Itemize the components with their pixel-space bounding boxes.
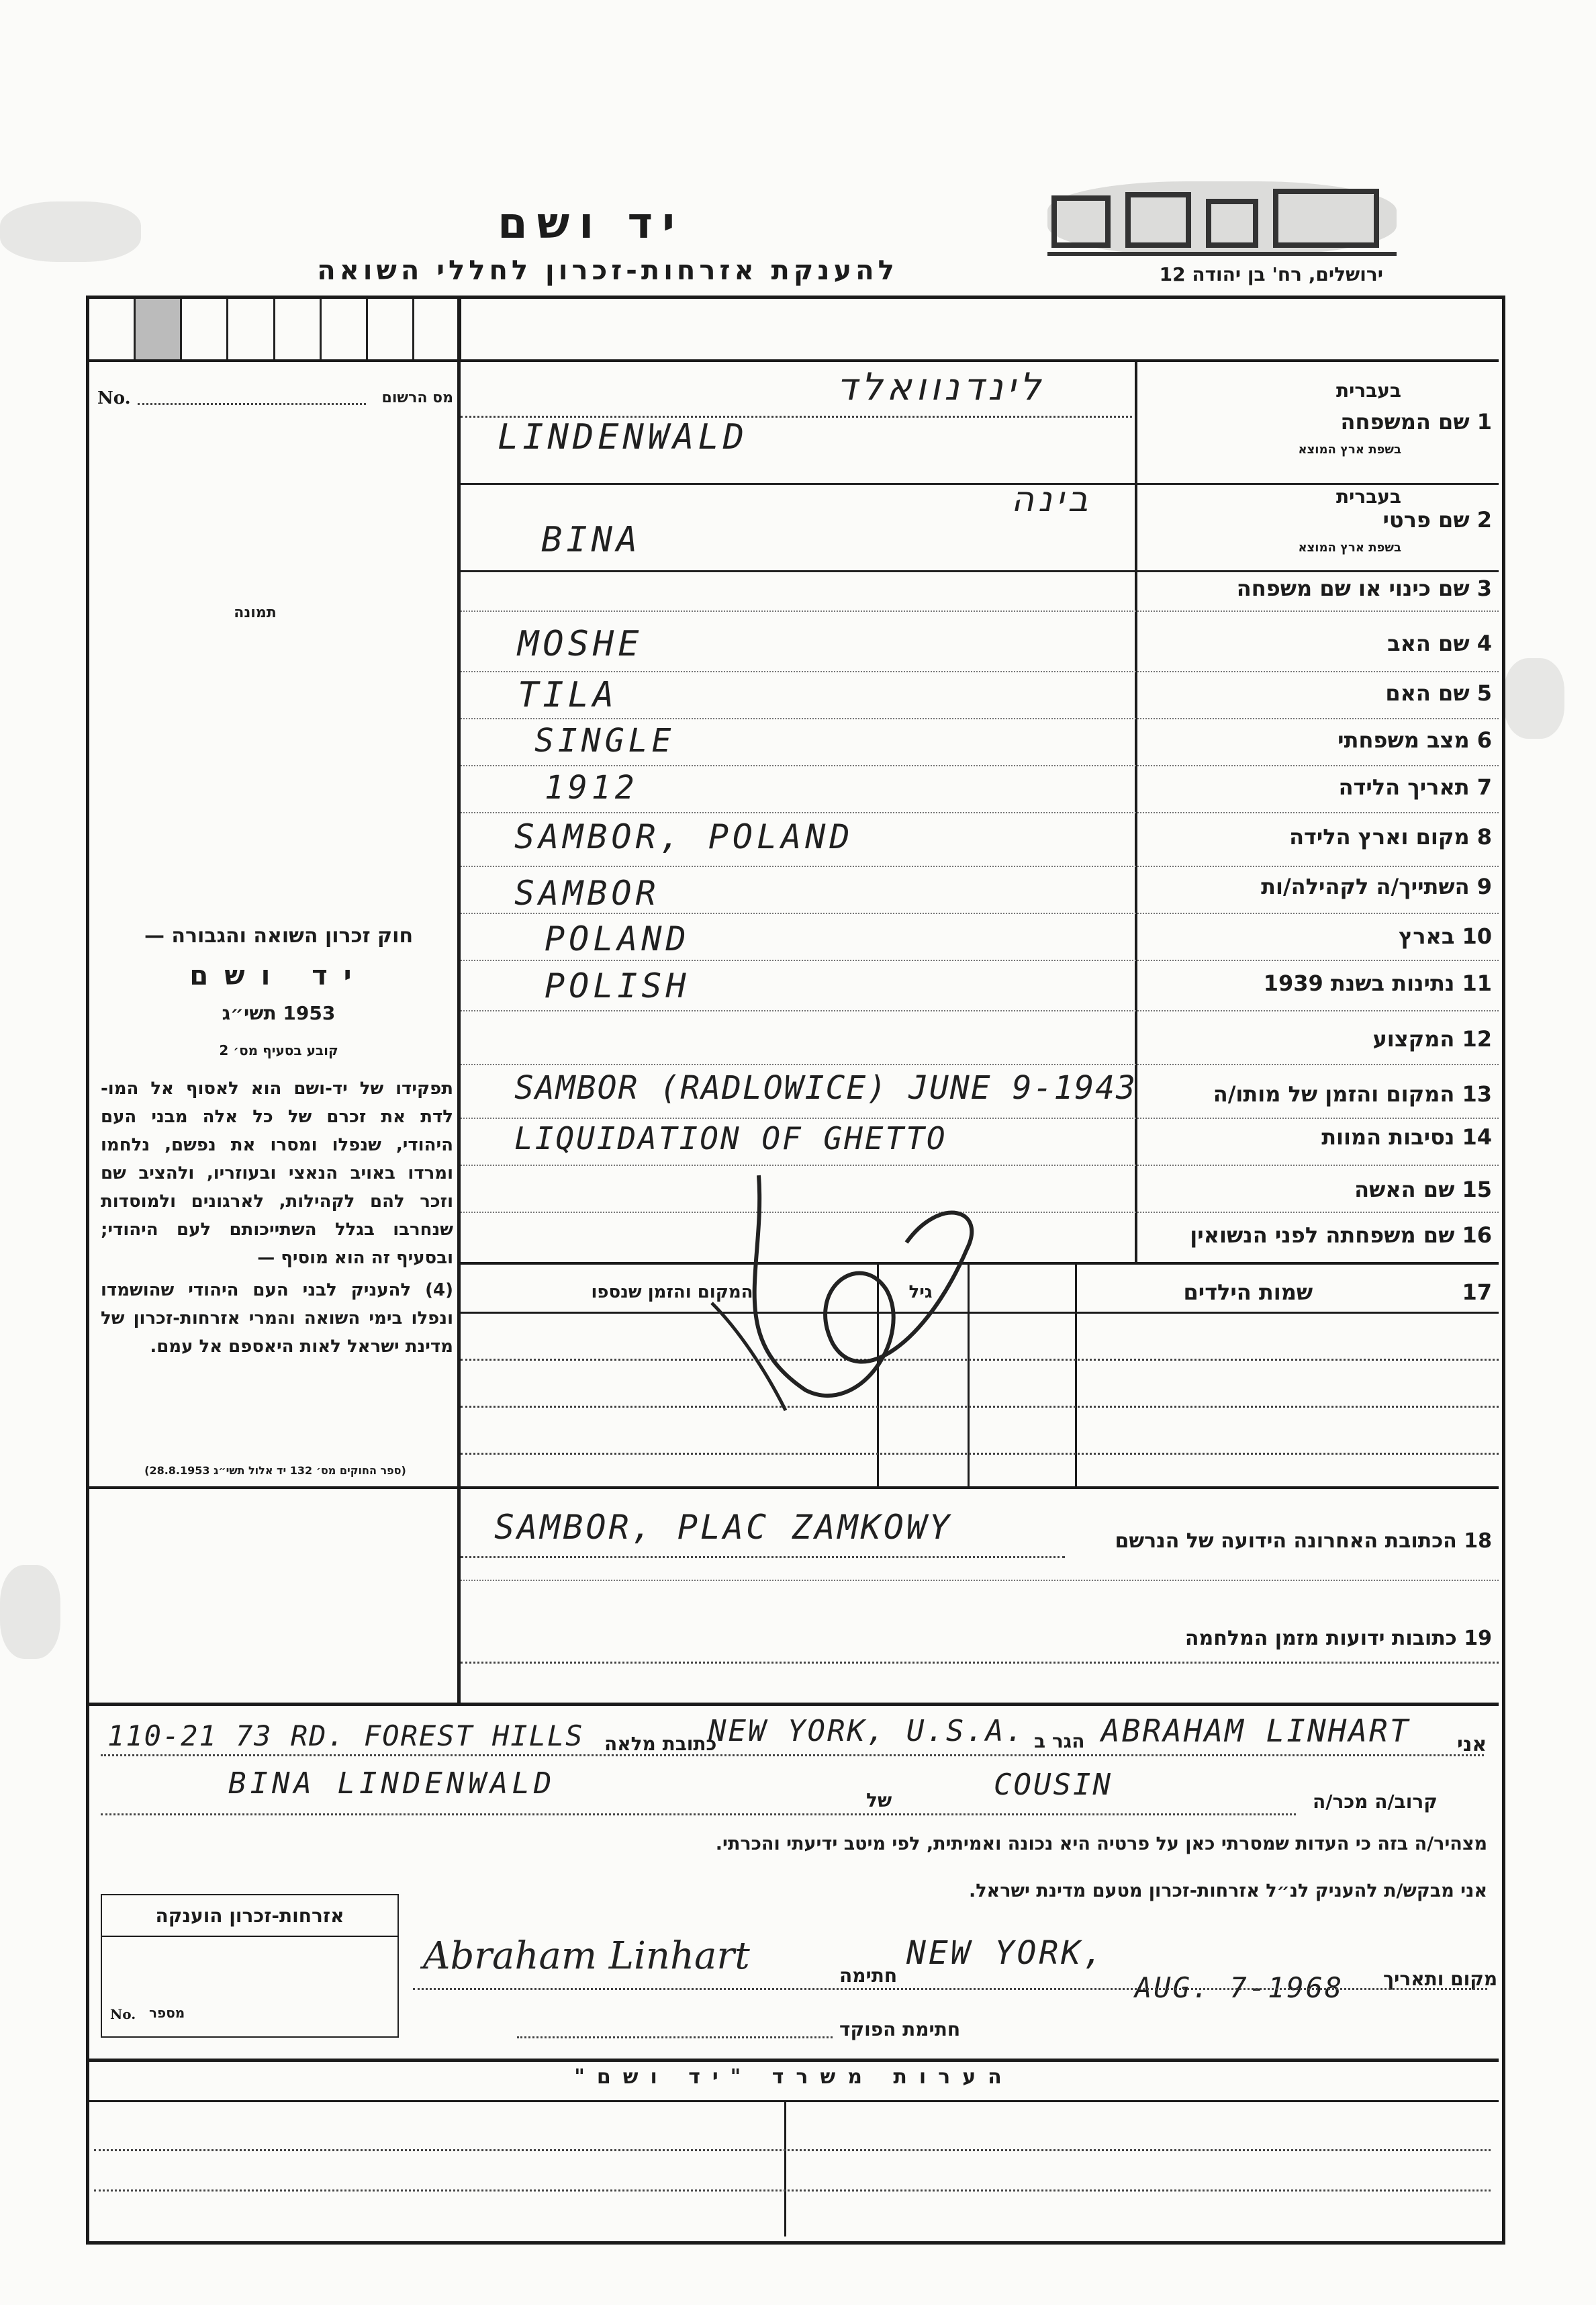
office-line (94, 2189, 1491, 2191)
children-header (1184, 1279, 1493, 1305)
field-family-name (461, 362, 1499, 485)
scan-smudge (1504, 658, 1564, 739)
record-label: מס הרשום (381, 390, 453, 406)
top-box-strip (89, 299, 461, 362)
citizenship-value: POLISH (545, 966, 690, 1005)
yad-vashem-logo (1047, 188, 1397, 256)
profession-text: המקצוע (1372, 1026, 1455, 1052)
field-community (461, 866, 1499, 914)
birth-date-label (1339, 774, 1492, 800)
community-num: 9 (1476, 874, 1492, 899)
father-name-text: שם האב (1387, 631, 1470, 656)
signature-line (413, 1988, 1487, 1990)
declarant-line (101, 1754, 1484, 1756)
birth-place-label (1289, 824, 1492, 850)
marital-status-text: מצב משפחתי (1337, 727, 1470, 753)
declarant-ani: אני (1457, 1733, 1487, 1756)
birth-date-value: 1912 (545, 769, 639, 807)
family-name-sub2: בשפת ארץ המוצא (1298, 443, 1401, 457)
relative-label: קרוב/ה מכר/ה (1313, 1791, 1438, 1813)
wife-name-num: 15 (1462, 1177, 1492, 1202)
address-label: כתובת מלאה (604, 1733, 717, 1755)
citizenship-label (1264, 970, 1492, 996)
mother-name-text: שם האם (1385, 680, 1470, 706)
last-address-line (461, 1556, 1065, 1558)
last-address-label (1115, 1529, 1492, 1553)
first-name-label (1382, 507, 1492, 533)
first-name-sub2: בשפת ארץ המוצא (1298, 541, 1401, 555)
field-father-name (461, 611, 1499, 672)
children-col-place: המקום והזמן שנספו (591, 1282, 753, 1302)
death-place-time-text: המקום והזמן של מותו/ה (1213, 1081, 1455, 1107)
nickname-text: שם כינוי או שם משפחה (1236, 576, 1470, 601)
field-marital-status (461, 718, 1499, 766)
last-address-num: 18 (1464, 1529, 1492, 1553)
death-circumstances-label (1321, 1124, 1492, 1150)
birth-place-value: SAMBOR, POLAND (514, 817, 854, 856)
field-first-name (461, 480, 1499, 572)
father-name-label (1387, 631, 1492, 656)
office-top-rule (89, 2059, 1499, 2062)
declaration-text-2: אני מבקש/ת להעניק לנ״ל אזרחות-זכרון מטעם מדינת ישראל. (968, 1881, 1487, 1901)
relation-value: COUSIN (994, 1768, 1113, 1802)
place-date-label: מקום ותאריך (1383, 1968, 1498, 1990)
declaration-text-1: מצהיר/ה בזה כי העדות שמסרתי כאן על פרטיה היא נכונה ואמיתית, לפי מיטב ידיעתי והכרתי. (715, 1834, 1487, 1854)
children-num: 17 (1462, 1279, 1492, 1305)
country-num: 10 (1462, 923, 1492, 949)
officer-label: חתימת הפוקד (839, 2018, 961, 2040)
no-line (138, 403, 366, 405)
declarant-signature: Abraham Linhart (423, 1934, 750, 1978)
wife-name-text: שם האשה (1354, 1177, 1455, 1202)
law-text-2: (4) להעניק לבני העם היהודי שהושמדו ונפלו בימי השואה והמרי אזרחות-זכרון של מדינת ישראל לאות היאספם אל עמם. (101, 1280, 453, 1357)
scan-smudge (0, 201, 141, 262)
mother-name-value: TILA (518, 675, 618, 715)
official-stamp-scribble (685, 1169, 1061, 1424)
maiden-name-num: 16 (1462, 1222, 1492, 1248)
children-col-age: גיל (908, 1282, 933, 1302)
office-col-divider (784, 2102, 786, 2236)
nickname-num: 3 (1476, 576, 1492, 601)
law-title: חוק זכרון השואה והגבורה — (144, 924, 414, 948)
last-address-text: הכתובת האחרונה הידועה של הנרשם (1115, 1529, 1457, 1553)
birth-place-num: 8 (1476, 824, 1492, 850)
relation-line (101, 1813, 1296, 1815)
family-name-num: 1 (1476, 409, 1492, 435)
family-name-hebrew-value: לינדנוואלד (837, 365, 1045, 409)
country-value: POLAND (545, 919, 690, 958)
award-box-rule (102, 1936, 397, 1937)
declarant-name: ABRAHAM LINHART (1101, 1713, 1411, 1749)
first-name-hebrew-value: בינה (1011, 480, 1092, 520)
office-line (94, 2149, 1491, 2151)
of-name: BINA LINDENWALD (228, 1766, 556, 1801)
last-address-value: SAMBOR, PLAC ZAMKOWY (494, 1508, 953, 1547)
first-name-value: BINA (541, 520, 642, 560)
maiden-name-label (1190, 1222, 1492, 1248)
community-value: SAMBOR (514, 874, 660, 913)
profession-num: 12 (1462, 1026, 1492, 1052)
birth-date-num: 7 (1476, 774, 1492, 800)
award-box (101, 1894, 399, 2038)
field-birth-date (461, 765, 1499, 813)
law-name: יד ושם (189, 960, 368, 991)
no-label: No. (97, 388, 131, 408)
citizenship-text: נתינות בשנת 1939 (1263, 970, 1455, 996)
family-name-text: שם המשפחה (1340, 409, 1470, 435)
declaration-top-rule (89, 1703, 1499, 1706)
death-place-time-num: 13 (1462, 1081, 1492, 1107)
field-last-address (461, 1489, 1499, 1580)
wife-name-label (1354, 1177, 1492, 1202)
death-circumstances-num: 14 (1462, 1124, 1492, 1150)
country-text: בארץ (1399, 923, 1455, 949)
first-name-num: 2 (1476, 507, 1492, 533)
death-circumstances-text: נסיבות המוות (1321, 1124, 1455, 1150)
of-label: של (866, 1789, 892, 1811)
lives-in-label: הגר ב (1034, 1730, 1085, 1752)
marital-status-value: SINGLE (534, 722, 675, 760)
office-header-rule (89, 2100, 1499, 2102)
award-box-number: מספר (149, 2005, 185, 2021)
citizenship-num: 11 (1462, 970, 1492, 996)
office-title: הערות משרד "יד ושם" (574, 2065, 1014, 2089)
field-death-place-time (461, 1064, 1499, 1119)
community-label (1261, 874, 1492, 899)
war-addresses-text: כתובות ידועות מזמן המלחמה (1184, 1627, 1457, 1650)
form-title: יד ושם (498, 199, 684, 248)
children-label: שמות הילדים (1183, 1279, 1313, 1305)
maiden-name-text: שם משפחתה לפני הנשואין (1190, 1222, 1455, 1248)
family-name-sub: בעברית (1335, 379, 1401, 402)
scan-smudge (0, 1565, 60, 1659)
father-name-value: MOSHE (518, 624, 643, 664)
family-name-value: LINDENWALD (498, 417, 749, 457)
marital-status-num: 6 (1476, 727, 1492, 753)
law-footer: (ספר החוקים מס׳ 132 יד אלול תשי״ג 28.8.1953) (144, 1464, 406, 1477)
field-mother-name (461, 671, 1499, 719)
field-nickname (461, 570, 1499, 612)
form-subtitle: להענקת אזרחות-זכרון לחללי השואה (317, 255, 898, 286)
law-text-1: תפקידו של יד-ושם הוא לאסוף אל המו- לדת את זכרם של כל אלה מבני העם היהודי, שנפלו ומסרו את נפשם, נלחמו ומרדו באויב הנאצי ובעוזריו, ולהציב שם וזכר להם לקהילות, לארגונים ולמוסדות שנחרבו בגלל השתייכותם לעם היהודי; ובסעיף זה הוא מוסיף — (101, 1079, 453, 1268)
field-country (461, 913, 1499, 961)
first-name-sub: בעברית (1335, 486, 1401, 508)
award-box-no: No. (110, 2006, 136, 2022)
photo-label: תמונה (234, 604, 277, 621)
death-circumstances-value: LIQUIDATION OF GHETTO (514, 1120, 947, 1157)
profession-label (1372, 1026, 1492, 1052)
header-address: ירושלים, רח' בן יהודה 12 (1159, 263, 1383, 285)
field-birth-place (461, 812, 1499, 867)
date-value: AUG. 7-1968 (1135, 1971, 1344, 2004)
declarant-address: 110-21 73 RD. FOREST HILLS (107, 1719, 584, 1752)
nickname-label (1237, 576, 1492, 601)
death-place-time-label (1213, 1081, 1492, 1107)
family-name-label (1340, 409, 1492, 435)
officer-line (517, 2036, 833, 2038)
country-label (1399, 923, 1492, 949)
field-profession (461, 1010, 1499, 1065)
field-death-circumstances (461, 1118, 1499, 1166)
children-row-line (461, 1453, 1499, 1455)
field-citizenship (461, 960, 1499, 1011)
community-text: השתייך/ה לקהילה/ות (1261, 874, 1470, 899)
law-clause: קובע בסעיף מס׳ 2 (219, 1042, 338, 1058)
signature-label: חתימה (839, 1964, 898, 1987)
law-text (101, 1075, 453, 1365)
first-name-text: שם פרטי (1382, 507, 1470, 533)
field-war-addresses (461, 1580, 1499, 1702)
mother-name-label (1385, 680, 1492, 706)
father-name-num: 4 (1476, 631, 1492, 656)
war-addresses-label (1185, 1627, 1492, 1650)
place-value: NEW YORK, (906, 1934, 1106, 1972)
war-address-line (461, 1662, 1499, 1664)
birth-place-text: מקום וארץ הלידה (1289, 824, 1470, 850)
birth-date-text: תאריך הלידה (1338, 774, 1470, 800)
marital-status-label (1337, 727, 1492, 753)
mother-name-num: 5 (1476, 680, 1492, 706)
war-addresses-num: 19 (1464, 1627, 1492, 1650)
declarant-city: NEW YORK, U.S.A. (708, 1714, 1025, 1748)
award-box-title: אזרחות-זכרון הוענקה (155, 1905, 344, 1927)
law-year: 1953 תשי״ג (222, 1002, 336, 1024)
death-place-time-value: SAMBOR (RADLOWICE) JUNE 9-1943 (514, 1069, 1137, 1107)
